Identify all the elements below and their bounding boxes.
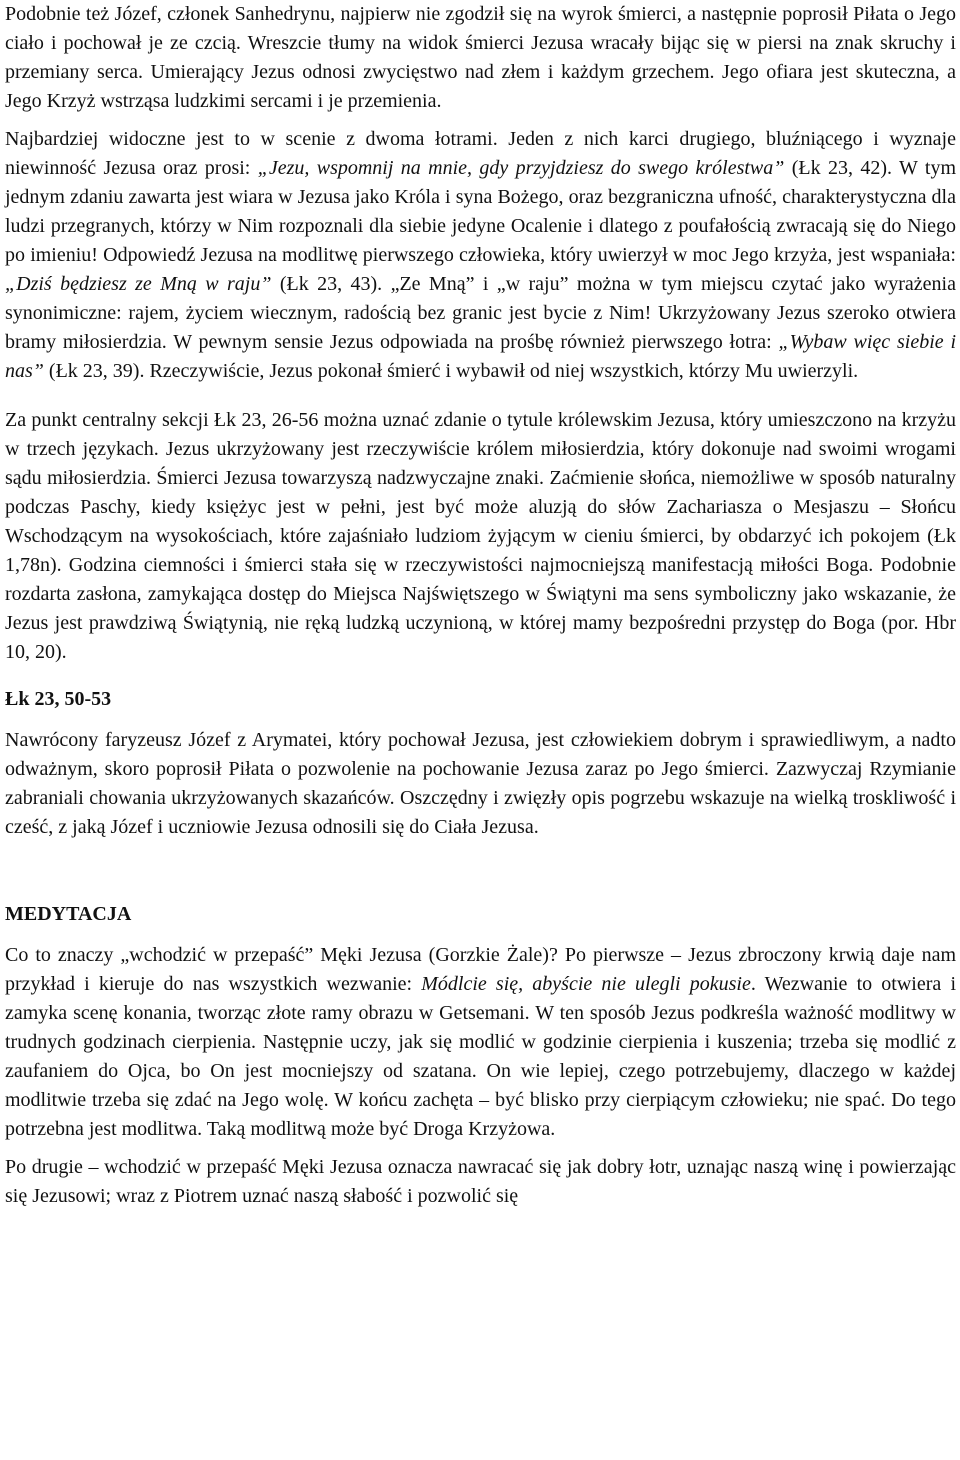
paragraph-4: Nawrócony faryzeusz Józef z Arymatei, który pochował Jezusa, jest człowiekiem dobrym i sprawiedliwym, a nadto odważnym, skoro poprosił Piłata o pozwolenie na pochowanie Jezusa zaraz po Jego śmierci. Zazwyczaj Rzymianie zabraniali chowania ukrzyżowanych skazańców. Oszczędny i zwięzły opis pogrzebu wskazuje na wielką troskliwość i cześć, z jaką Józef i uczniowie Jezusa odnosili się do Ciała Jezusa. xyxy=(5,729,956,838)
paragraph-2-text-2: (Łk 23, 42). W tym jednym zdaniu zawarta jest wiara w Jezusa jako Króla i syna Bożego, oraz bezgraniczna ufność, charakterystyczna dla ludzi przegranych, którzy w Nim rozpoznali dla siebie jedyne Ocalenie i dlatego z poufałością zwracają się do Niego po imieniu! Odpowiedź Jezusa na modlitwę pierwszego człowieka, który uwierzył w moc Jego krzyża, jest wspaniała: xyxy=(5,157,957,266)
paragraph-2-quote-2: „Dziś będziesz ze Mną w raju” xyxy=(5,273,272,295)
paragraph-2-quote-1: „Jezu, wspomnij na mnie, gdy przyjdziesz do swego królestwa” xyxy=(257,157,785,179)
paragraph-1: Podobnie też Józef, członek Sanhedrynu, najpierw nie zgodził się na wyrok śmierci, a następnie poprosił Piłata o Jego ciało i pochował je ze czcią. Wreszcie tłumy na widok śmierci Jezusa wracały bijąc się w piersi na znak skruchy i przemiany serca. Umierający Jezus odnosi zwycięstwo nad złem i każdym grzechem. Jego ofiara jest skuteczna, a Jego Krzyż wstrząsa ludzkimi sercami i je przemienia. xyxy=(5,3,956,112)
paragraph-5-quote-1: Módlcie się, abyście nie ulegli pokusie xyxy=(421,973,751,995)
paragraph-2 xyxy=(5,125,956,386)
section-heading-meditation: MEDYTACJA xyxy=(5,903,132,925)
paragraph-2-text-4: (Łk 23, 39). Rzeczywiście, Jezus pokonał śmierć i wybawił od niej wszystkich, którzy Mu uwierzyli. xyxy=(43,360,859,382)
paragraph-6: Po drugie – wchodzić w przepaść Męki Jezusa oznacza nawracać się jak dobry łotr, uznając naszą winę i powierzając się Jezusowi; wraz z Piotrem uznać naszą słabość i pozwolić się xyxy=(5,1156,956,1207)
paragraph-3: Za punkt centralny sekcji Łk 23, 26-56 można uznać zdanie o tytule królewskim Jezusa, który umieszczono na krzyżu w trzech językach. Jezus ukrzyżowany jest rzeczywiście królem miłosierdzia, który dokonuje nad swoimi wrogami sądu miłosierdzia. Śmierci Jezusa towarzyszą nadzwyczajne znaki. Zaćmienie słońca, niemożliwe w sposób naturalny podczas Paschy, kiedy księżyc jest w pełni, jest być może aluzją do słów Zachariasza o Mesjaszu – Słońcu Wschodzącym na wysokościach, które zajaśniało ludziom żyjącym w cieniu śmierci, by obdarzyć ich pokojem (Łk 1,78n). Godzina ciemności i śmierci stała się w rzeczywistości najmocniejszą manifestacją miłości Boga. Podobnie rozdarta zasłona, zamykająca dostęp do Miejsca Najświętszego w Świątyni ma sens symboliczny jako wskazanie, że Jezus jest prawdziwą Świątynią, nie ręką ludzką uczynioną, w której mamy bezpośredni przystęp do Boga (por. Hbr 10, 20). xyxy=(5,409,956,663)
paragraph-5-text-1: Co to znaczy „wchodzić w przepaść” Męki Jezusa (Gorzkie Żale)? Po pierwsze – Jezus zbroczony krwią daje nam przykład i kieruje do nas wszystkich wezwanie: xyxy=(5,944,956,995)
paragraph-2-text-1: Najbardziej widoczne jest to w scenie z dwoma łotrami. Jeden z nich karci drugiego, bluźniącego i wyznaje niewinność Jezusa oraz prosi: xyxy=(5,128,956,179)
paragraph-2-quote-3: „Wybaw więc siebie i nas” xyxy=(5,331,956,382)
paragraph-2-text-3: (Łk 23, 43). „Ze Mną” i „w raju” można w tym miejscu czytać jako wyrażenia synonimiczne: rajem, życiem wiecznym, radością bez granic jest bycie z Nim! Ukrzyżowany Jezus szeroko otwiera bramy miłosierdzia. W pewnym sensie Jezus odpowiada na prośbę również pierwszego łotra: xyxy=(5,273,956,353)
section-heading-lk: Łk 23, 50-53 xyxy=(5,688,112,710)
paragraph-5 xyxy=(5,941,956,1144)
paragraph-5-text-2: . Wezwanie to otwiera i zamyka scenę konania, tworząc złote ramy obrazu w Getsemani. W ten sposób Jezus podkreśla ważność modlitwy w trudnych godzinach cierpienia. Następnie uczy, jak się modlić w godzinie cierpienia i kuszenia; trzeba się modlić z zaufaniem do Ojca, bo On jest mocniejszy od szatana. On wie lepiej, czego potrzebujemy, dlaczego w każdej modlitwie trzeba się zdać na Jego wolę. W końcu zachęta – być blisko przy cierpiącym człowieku; nie spać. Do tego potrzebna jest modlitwa. Taką modlitwą może być Droga Krzyżowa. xyxy=(5,973,956,1140)
